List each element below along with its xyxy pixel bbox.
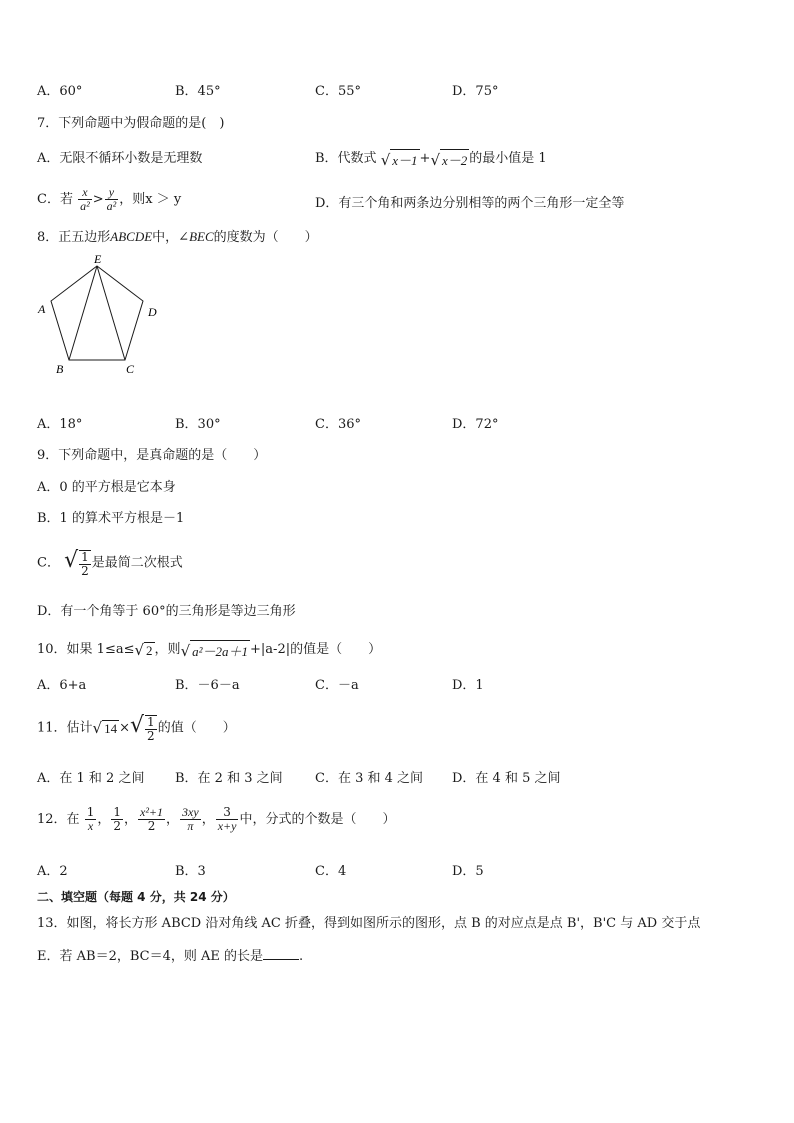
q12-f1-num: 1 [86, 805, 95, 819]
label-c: C [126, 362, 135, 376]
label-a: A [38, 302, 46, 316]
q7-option-d: D．有三个角和两条边分别相等的两个三角形一定全等 [315, 196, 625, 211]
q7-c-fraction-2 [105, 186, 119, 213]
q9-c-radical: √ $\frac{1}{2}$ [64, 548, 89, 578]
q12-sep-3: ， [166, 812, 180, 827]
q6-option-d: D．75° [452, 84, 499, 99]
q9-c-prefix: C． [37, 555, 60, 571]
q12-f2-num: 1 [113, 805, 121, 819]
q12-options [0, 863, 794, 881]
q7-b-radicand-2: x－2 [440, 149, 469, 169]
q10-option-a: A．6+a [37, 678, 87, 693]
q11-option-b: B．在 2 和 3 之间 [175, 771, 283, 786]
q12-fraction-2 [111, 806, 123, 833]
q13-line-2-suffix: . [299, 949, 304, 964]
q6-option-c: C．55° [315, 84, 361, 99]
q12-sep-1: ， [97, 812, 111, 827]
q12-option-d: D．5 [452, 864, 484, 879]
q7-b-radicand-1: x－1 [390, 149, 419, 169]
q12-f3-num: x²+1 [140, 805, 164, 819]
q7-b-radical-1: √ x－1 [380, 150, 418, 169]
q10-option-b: B．－6－a [175, 678, 240, 693]
q11-fraction [145, 715, 157, 743]
label-b: B [56, 362, 64, 376]
q7-b-prefix: B．代数式 [315, 151, 377, 166]
q11-option-a: A．在 1 和 2 之间 [37, 771, 145, 786]
label-e: E [94, 252, 102, 266]
q10-stem-suffix: +|a-2|的值是（ ） [250, 642, 382, 657]
q8-stem-suffix: 的度数为（ ） [213, 230, 318, 245]
q7-c-gt: > [92, 192, 104, 207]
q9-stem: 9．下列命题中，是真命题的是（ ） [37, 448, 267, 463]
q12-sep-4: ， [201, 812, 215, 827]
pentagon-figure [30, 250, 170, 380]
q8-stem-mid: 中，∠ [152, 230, 190, 245]
q9-c-suffix: 是最简二次根式 [91, 555, 183, 571]
q12-f4-num: 3xy [182, 805, 199, 819]
q10-radical-2: √ a²－2a＋1 [180, 641, 249, 660]
q9-c-num: 1 [81, 549, 89, 564]
q11-num: 1 [147, 714, 155, 729]
q12-stem-suffix: 中，分式的个数是（ ） [239, 812, 396, 827]
q10-stem [37, 638, 381, 660]
q12-stem [37, 806, 395, 833]
q12-f1-den: x [87, 819, 94, 833]
q12-f5-num: 3 [216, 806, 239, 820]
q12-fraction-4 [180, 806, 201, 833]
q8-stem-prefix: 8．正五边形 [37, 230, 111, 245]
q9-option-d: D．有一个角等于 60°的三角形是等边三角形 [37, 604, 296, 619]
q8-stem-name: ABCDE [110, 229, 153, 244]
q8-stem [37, 228, 318, 247]
q7-option-c [37, 186, 181, 213]
q7-c-prefix: C．若 [37, 192, 73, 207]
q9-option-a: A．0 的平方根是它本身 [37, 480, 176, 495]
pentagon-outline [51, 266, 143, 360]
q7-c-den-1: a² [80, 199, 90, 213]
q7-c-fraction-1 [78, 186, 92, 213]
q11-radical-1: √ 14 [92, 718, 118, 737]
q13-line-1: 13．如图，将长方形 ABCD 沿对角线 AC 折叠，得到如图所示的图形，点 B 的对应点是点 B'，B'C 与 AD 交于点 [37, 916, 701, 931]
q13-line-2 [37, 947, 303, 966]
q12-f2-den: 2 [113, 819, 121, 833]
q6-option-a: A．60° [37, 84, 83, 99]
q8-option-d: D．72° [452, 417, 499, 432]
q11-option-d: D．在 4 和 5 之间 [452, 771, 561, 786]
q12-f3-den: 2 [147, 819, 156, 833]
q12-fraction-3 [138, 806, 165, 833]
q12-f4-den: π [187, 819, 194, 833]
answer-blank[interactable] [263, 947, 299, 960]
q11-times: × [119, 720, 131, 736]
q12-fraction-1 [85, 806, 97, 833]
q10-stem-mid: ，则 [154, 642, 181, 657]
q7-c-suffix: ，则x ＞ y [119, 192, 182, 207]
q12-option-a: A．2 [37, 864, 68, 879]
q11-radicand-1: 14 [104, 720, 118, 736]
q10-radicand-1: 2 [146, 642, 153, 658]
segment-ec [97, 266, 125, 360]
q11-stem-suffix: 的值（ ） [157, 720, 236, 736]
q9-option-b: B．1 的算术平方根是－1 [37, 511, 185, 526]
q10-options [0, 677, 794, 695]
q7-c-num-2: y [105, 186, 119, 200]
q9-c-den: 2 [81, 563, 89, 578]
q12-sep-2: ， [123, 812, 137, 827]
q9-option-c [37, 548, 183, 578]
q10-stem-prefix: 10．如果 1≤a≤ [37, 642, 135, 657]
q10-option-c: C．－a [315, 678, 359, 693]
q7-stem: 7．下列命题中为假命题的是( ) [37, 116, 225, 131]
q7-b-suffix: 的最小值是 1 [469, 151, 547, 166]
label-d: D [148, 305, 157, 319]
q6-options [0, 83, 794, 101]
q11-stem-prefix: 11．估计 [37, 720, 93, 736]
q12-fraction-5 [216, 806, 239, 833]
section-2-heading: 二、填空题（每题 4 分，共 24 分） [37, 890, 235, 904]
q8-option-c: C．36° [315, 417, 361, 432]
q11-den: 2 [147, 728, 155, 743]
q8-options [0, 416, 794, 434]
q7-option-b [315, 147, 547, 169]
q9-c-fraction [79, 550, 91, 578]
q12-stem-prefix: 12．在 [37, 812, 80, 827]
q7-c-den-2: a² [106, 199, 117, 213]
q11-options [0, 770, 794, 788]
q6-option-b: B．45° [175, 84, 221, 99]
q13-line-2-prefix: E．若 AB＝2，BC＝4，则 AE 的长是 [37, 949, 263, 964]
q10-option-d: D．1 [452, 678, 484, 693]
q10-radicand-2: a²－2a＋1 [190, 640, 250, 660]
q11-radical-2: √ $\frac{1}{2}$ [130, 713, 155, 743]
q8-stem-angle: BEC [189, 229, 214, 244]
q7-b-radical-2: √ x－2 [430, 150, 468, 169]
q7-option-a: A．无限不循环小数是无理数 [37, 151, 203, 166]
segment-eb [69, 266, 97, 360]
q10-radical-1: √ 2 [134, 640, 153, 659]
q11-stem [37, 713, 236, 743]
q11-option-c: C．在 3 和 4 之间 [315, 771, 424, 786]
q7-c-num-1: x [78, 186, 92, 200]
q12-option-b: B．3 [175, 864, 206, 879]
q7-b-plus: + [419, 151, 431, 166]
q8-option-a: A．18° [37, 417, 83, 432]
q12-option-c: C．4 [315, 864, 347, 879]
q8-option-b: B．30° [175, 417, 221, 432]
q12-f5-den: x+y [217, 819, 237, 833]
